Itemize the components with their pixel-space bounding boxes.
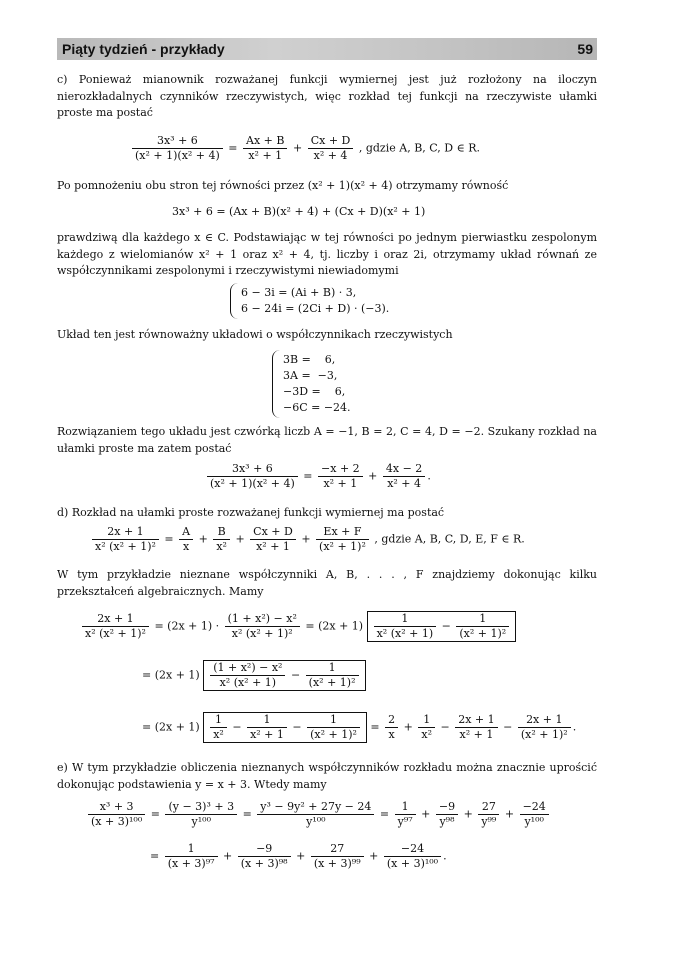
paragraph-c2: Po pomnożeniu obu stron tej równości przez (x² + 1)(x² + 4) otrzymamy równość	[57, 179, 509, 192]
paragraph-c4: Układ ten jest równoważny układowi o współczynnikach rzeczywistych	[57, 328, 453, 341]
equation-e1: $\frac{\text{x³ + 3}}{\text{(x + 3)¹⁰⁰}}$ = $\frac{\text{(y − 3)³ + 3}}{\text{y¹⁰⁰}}$ = $\frac{\text{y³ − 9y² + 27y − 24}}{\text{y¹⁰⁰}}$ = $\frac{1}{\text{y⁹⁷}}$ + $\frac{-9}{\text{y⁹⁸}}$ + $\frac{27}{\text{y⁹⁹}}$ + $\frac{-24}{\text{y¹⁰⁰}}$	[86, 800, 551, 829]
equation-d4: = (2x + 1) $\frac{1}{\text{x²}}$ − $\frac{1}{\text{x² + 1}}$ − $\frac{1}{\text{(x² + 1)²}}$ = $\frac{2}{x}$ + $\frac{1}{\text{x²}}$ − $\frac{2x + 1}{\text{x² + 1}}$ − $\frac{2x + 1}{\text{(x² + 1)²}}$ .	[142, 713, 577, 741]
equation-e2: = $\frac{1}{\text{(x + 3)⁹⁷}}$ + $\frac{-9}{\text{(x + 3)⁹⁸}}$ + $\frac{27}{\text{(x + 3)⁹⁹}}$ + $\frac{-24}{\text{(x + 3)¹⁰⁰}}$ .	[150, 842, 447, 870]
system-2: 3B = 6, 3A = −3, −3D = 6, −6C = −24.	[272, 350, 351, 418]
equation-d3: = (2x + 1) $\frac{\text{(1 + x²) − x²}}{\text{x² (x² + 1)}}$ − $\frac{1}{\text{(x² + 1)²}}$	[142, 660, 366, 691]
system-1: 6 − 3i = (Ai + B) · 3, 6 − 24i = (2Ci + D) · (−3).	[230, 283, 389, 319]
paragraph-c3: prawdziwą dla każdego x ∈ C. Podstawiając w tej równości po jednym pierwiastku zespolonym każdego z wielomianów x² + 1 oraz x² + 4, tj. liczby i oraz 2i, otrzymamy układ równań ze współczynnikami zespolonymi i rzeczywistymi niewiadomymi	[57, 231, 597, 278]
equation-c2: 3x³ + 6 = (Ax + B)(x² + 4) + (Cx + D)(x² + 1)	[172, 205, 426, 218]
paragraph-c5: Rozwiązaniem tego układu jest czwórką liczb A = −1, B = 2, C = 4, D = −2. Szukany rozkład na ułamki proste ma zatem postać	[57, 425, 597, 455]
frac: $\frac{\text{3x³ + 6}}{\text{(x² + 1)(x² + 4)}}$	[132, 134, 223, 163]
paragraph-d: d) Rozkład na ułamki proste rozważanej funkcji wymiernej ma postać	[57, 506, 445, 519]
paragraph-d2: W tym przykładzie nieznane współczynniki A, B, . . . , F znajdziemy dokonując kilku przekształceń algebraicznych. Mamy	[57, 568, 597, 598]
page-header	[57, 38, 597, 60]
equation-c1: $\frac{\text{3x³ + 6}}{\text{(x² + 1)(x² + 4)}}$ = $\frac{Ax + B}{\text{x² + 1}}$ + $\frac{Cx + D}{\text{x² + 4}}$ , gdzie A, B, C, D ∈ R.	[130, 134, 480, 163]
equation-c3: $\frac{\text{3x³ + 6}}{\text{(x² + 1)(x² + 4)}}$ = $\frac{-x + 2}{\text{x² + 1}}$ + $\frac{4x - 2}{\text{x² + 4}}$ .	[205, 462, 431, 491]
condition: , gdzie A, B, C, D ∈ R.	[358, 141, 481, 155]
equation-d1: $\frac{2x + 1}{\text{x² (x² + 1)²}}$ = $\frac{A}{x}$ + $\frac{B}{\text{x²}}$ + $\frac{Cx + D}{\text{x² + 1}}$ + $\frac{Ex + F}{\text{(x² + 1)²}}$ , gdzie A, B, C, D, E, F ∈ R.	[90, 525, 525, 554]
page-number: 59	[577, 41, 593, 57]
header-title: Piąty tydzień - przykłady	[62, 41, 225, 57]
paragraph-c: c) Ponieważ mianownik rozważanej funkcji wymiernej jest już rozłożony na iloczyn nierozkładalnych czynników rzeczywistych, więc rozkład tej funkcji na rzeczywiste ułamki proste ma postać	[57, 73, 597, 120]
frac: $\frac{Cx + D}{\text{x² + 4}}$	[308, 134, 354, 163]
paragraph-e: e) W tym przykładzie obliczenia nieznanych współczynników rozkładu można znacznie uprościć dokonując podstawienia y = x + 3. Wtedy mamy	[57, 761, 597, 791]
frac: $\frac{Ax + B}{\text{x² + 1}}$	[243, 134, 287, 163]
equation-d2: $\frac{2x + 1}{\text{x² (x² + 1)²}}$ = (2x + 1) · $\frac{\text{(1 + x²) − x²}}{\text{x² (x² + 1)²}}$ = (2x + 1) $\frac{1}{\text{x² (x² + 1)}}$ − $\frac{1}{\text{(x² + 1)²}}$	[80, 611, 516, 642]
